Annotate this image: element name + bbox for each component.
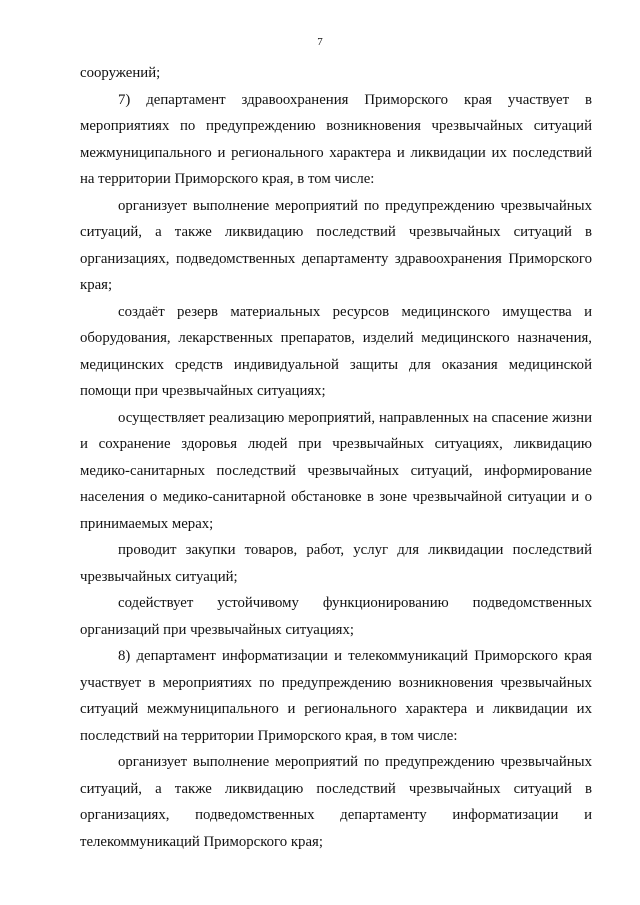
paragraph-health-creates-reserve: создаёт резерв материальных ресурсов медицинского имущества и оборудования, лекарственных препаратов, изделий медицинского назначения, медицинских средств индивидуальной защиты для оказания медицинской помощи при чрезвычайных ситуациях; (80, 303, 592, 399)
paragraph-health-implements-rescue: осуществляет реализацию мероприятий, направленных на спасение жизни и сохранение здоровья людей при чрезвычайных ситуациях, ликвидацию медико-санитарных последствий чрезвычайных ситуаций, информирование населения о медико-санитарной обстановке в зоне чрезвычайной ситуации и о принимаемых мерах; (80, 409, 592, 532)
paragraph-it-organizes-prevention: организует выполнение мероприятий по предупреждению чрезвычайных ситуаций, а также ликвидацию последствий чрезвычайных ситуаций в организациях, подведомственных департаменту информатизации и телекоммуникаций Приморского края; (80, 754, 592, 850)
paragraph-continuation: сооружений; (80, 65, 161, 81)
paragraph-item-7-health-department: 7) департамент здравоохранения Приморского края участвует в мероприятиях по предупреждению возникновения чрезвычайных ситуаций межмуниципального и регионального характера и ликвидации их последствий на территории Приморского края, в том числе: (80, 91, 592, 187)
paragraph-item-8-it-department: 8) департамент информатизации и телекоммуникаций Приморского края участвует в мероприятиях по предупреждению возникновения чрезвычайных ситуаций межмуниципального и регионального характера и ликвидации их последствий на территории Приморского края, в том числе: (80, 648, 592, 744)
page-number: 7 (317, 36, 323, 48)
paragraph-health-sustainability: содействует устойчивому функционированию подведомственных организаций при чрезвычайных ситуациях; (80, 595, 592, 638)
document-body (80, 60, 592, 855)
paragraph-health-organizes-prevention: организует выполнение мероприятий по предупреждению чрезвычайных ситуаций, а также ликвидацию последствий чрезвычайных ситуаций в организациях, подведомственных департаменту здравоохранения Приморского края; (80, 197, 592, 293)
paragraph-health-procurement: проводит закупки товаров, работ, услуг для ликвидации последствий чрезвычайных ситуаций; (80, 542, 592, 585)
